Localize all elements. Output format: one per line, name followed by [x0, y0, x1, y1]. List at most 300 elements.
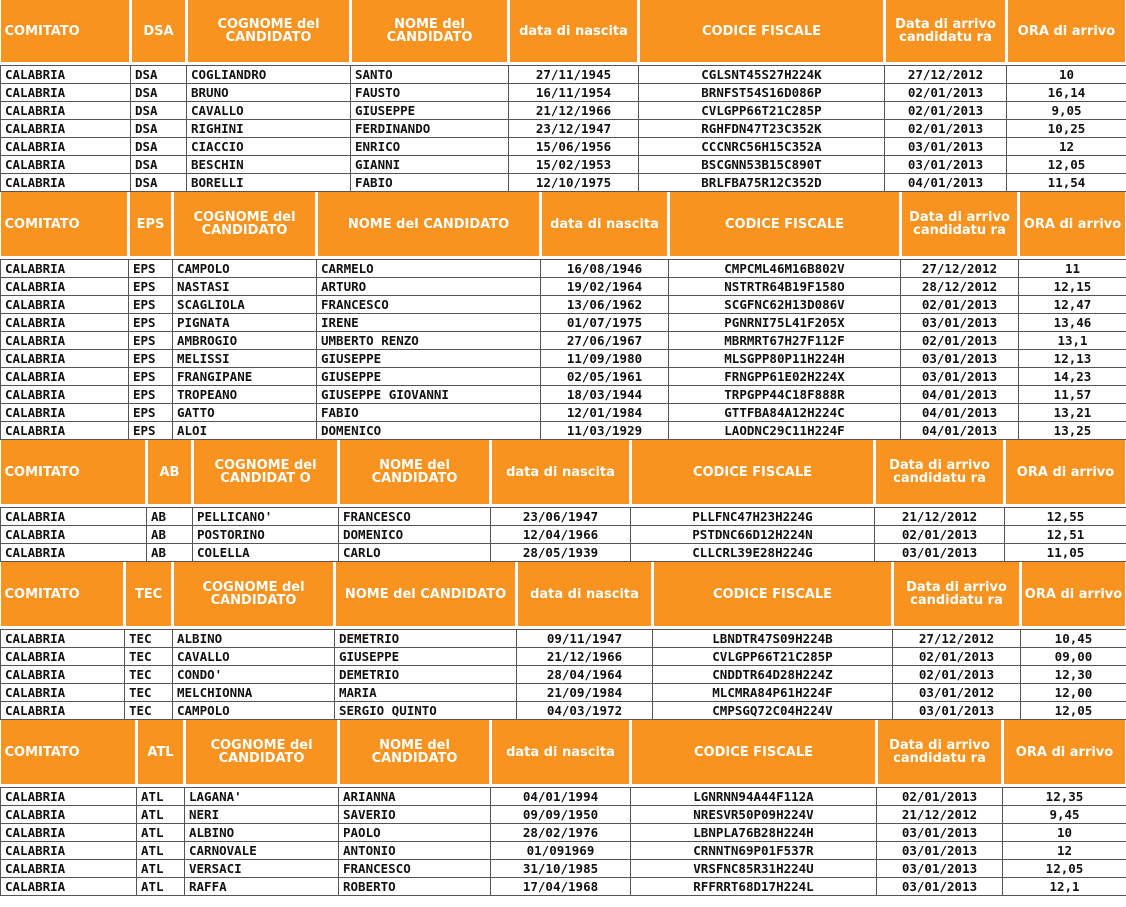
- cell-data-nascita: 31/10/1985: [491, 860, 631, 878]
- cell-comitato: CALABRIA: [1, 156, 131, 174]
- cell-nome: UMBERTO RENZO: [317, 332, 541, 350]
- table-row: [1, 666, 1126, 684]
- cell-data-nascita: 28/05/1939: [491, 544, 631, 562]
- cell-ora-arrivo: 12,05: [1021, 702, 1126, 720]
- cell-data-arrivo: 02/01/2013: [893, 666, 1021, 684]
- cell-cognome: POSTORINO: [193, 526, 339, 544]
- cell-codice-fiscale: PLLFNC47H23H224G: [631, 508, 875, 526]
- cell-codice-fiscale: PGNRNI75L41F205X: [669, 314, 901, 332]
- cell-codice-fiscale: CMPSGQ72C04H224V: [653, 702, 893, 720]
- cell-nome: DOMENICO: [339, 526, 491, 544]
- cell-nome: SAVERIO: [339, 806, 491, 824]
- cell-ora-arrivo: 12,1: [1003, 878, 1126, 896]
- cell-comitato: CALABRIA: [1, 386, 129, 404]
- cell-sezione: ATL: [137, 806, 185, 824]
- cell-nome: GIUSEPPE: [317, 350, 541, 368]
- cell-comitato: CALABRIA: [1, 684, 125, 702]
- cell-data-arrivo: 03/01/2013: [877, 824, 1003, 842]
- cell-data-arrivo: 02/01/2013: [885, 84, 1007, 102]
- header-cognome: COGNOME del CANDIDATO: [173, 192, 317, 256]
- cell-data-nascita: 15/02/1953: [509, 156, 639, 174]
- cell-data-nascita: 04/03/1972: [517, 702, 653, 720]
- cell-cognome: GATTO: [173, 404, 317, 422]
- cell-cognome: RAFFA: [185, 878, 339, 896]
- table-row: [1, 788, 1126, 806]
- cell-nome: GIUSEPPE: [351, 102, 509, 120]
- cell-codice-fiscale: BRLFBA75R12C352D: [639, 174, 885, 192]
- table-row: [1, 260, 1126, 278]
- header-comitato: COMITATO: [1, 192, 129, 256]
- cell-nome: ARTURO: [317, 278, 541, 296]
- cell-sezione: EPS: [129, 332, 173, 350]
- cell-data-arrivo: 03/01/2013: [885, 138, 1007, 156]
- cell-ora-arrivo: 12,51: [1005, 526, 1126, 544]
- cell-nome: MARIA: [335, 684, 517, 702]
- cell-codice-fiscale: LBNDTR47S09H224B: [653, 630, 893, 648]
- header-cognome: COGNOME del CANDIDATO: [173, 562, 335, 626]
- cell-sezione: ATL: [137, 824, 185, 842]
- cell-data-nascita: 09/09/1950: [491, 806, 631, 824]
- cell-cognome: COLELLA: [193, 544, 339, 562]
- cell-sezione: EPS: [129, 386, 173, 404]
- header-ora-arrivo: ORA di arrivo: [1005, 440, 1126, 504]
- header-data-arrivo: Data di arrivo candidatu ra: [885, 0, 1007, 62]
- table-row: [1, 422, 1126, 440]
- cell-cognome: CAVALLO: [173, 648, 335, 666]
- cell-cognome: ALBINO: [173, 630, 335, 648]
- cell-sezione: TEC: [125, 702, 173, 720]
- cell-data-arrivo: 03/01/2013: [901, 368, 1019, 386]
- cell-comitato: CALABRIA: [1, 508, 147, 526]
- cell-data-nascita: 19/02/1964: [541, 278, 669, 296]
- table-row: [1, 878, 1126, 896]
- cell-sezione: ATL: [137, 878, 185, 896]
- cell-ora-arrivo: 10,45: [1021, 630, 1126, 648]
- cell-codice-fiscale: CRNNTN69P01F537R: [631, 842, 877, 860]
- header-comitato: COMITATO: [1, 562, 125, 626]
- cell-codice-fiscale: BRNFST54S16D086P: [639, 84, 885, 102]
- table-row: [1, 174, 1126, 192]
- table-row: [1, 702, 1126, 720]
- cell-data-nascita: 28/02/1976: [491, 824, 631, 842]
- cell-ora-arrivo: 13,1: [1019, 332, 1126, 350]
- cell-ora-arrivo: 11,54: [1007, 174, 1126, 192]
- table-row: [1, 350, 1126, 368]
- cell-codice-fiscale: CMPCML46M16B802V: [669, 260, 901, 278]
- cell-sezione: EPS: [129, 404, 173, 422]
- section-table-tec: [0, 562, 1126, 720]
- cell-data-nascita: 27/11/1945: [509, 66, 639, 84]
- cell-sezione: EPS: [129, 260, 173, 278]
- cell-ora-arrivo: 11,57: [1019, 386, 1126, 404]
- cell-cognome: CAMPOLO: [173, 702, 335, 720]
- cell-comitato: CALABRIA: [1, 788, 137, 806]
- header-data-nascita: data di nascita: [491, 440, 631, 504]
- cell-cognome: COGLIANDRO: [187, 66, 351, 84]
- cell-ora-arrivo: 13,25: [1019, 422, 1126, 440]
- cell-codice-fiscale: SCGFNC62H13D086V: [669, 296, 901, 314]
- cell-ora-arrivo: 9,05: [1007, 102, 1126, 120]
- table-row: [1, 684, 1126, 702]
- cell-sezione: ATL: [137, 842, 185, 860]
- cell-comitato: CALABRIA: [1, 296, 129, 314]
- cell-data-arrivo: 03/01/2013: [901, 314, 1019, 332]
- cell-data-nascita: 04/01/1994: [491, 788, 631, 806]
- header-data-nascita: data di nascita: [541, 192, 669, 256]
- cell-cognome: NERI: [185, 806, 339, 824]
- cell-nome: PAOLO: [339, 824, 491, 842]
- header-comitato: COMITATO: [1, 440, 147, 504]
- cell-ora-arrivo: 16,14: [1007, 84, 1126, 102]
- cell-ora-arrivo: 14,23: [1019, 368, 1126, 386]
- header-cognome: COGNOME del CANDIDATO: [187, 0, 351, 62]
- cell-sezione: DSA: [131, 66, 187, 84]
- cell-comitato: CALABRIA: [1, 260, 129, 278]
- cell-data-arrivo: 03/01/2013: [893, 702, 1021, 720]
- cell-data-nascita: 13/06/1962: [541, 296, 669, 314]
- cell-ora-arrivo: 12,35: [1003, 788, 1126, 806]
- cell-sezione: DSA: [131, 120, 187, 138]
- cell-nome: GIANNI: [351, 156, 509, 174]
- header-codice-fiscale: CODICE FISCALE: [631, 720, 877, 784]
- header-nome: NOME del CANDIDATO: [351, 0, 509, 62]
- table-row: [1, 544, 1126, 562]
- header-codice-fiscale: CODICE FISCALE: [653, 562, 893, 626]
- cell-cognome: MELCHIONNA: [173, 684, 335, 702]
- header-section-code: ATL: [137, 720, 185, 784]
- header-codice-fiscale: CODICE FISCALE: [639, 0, 885, 62]
- cell-ora-arrivo: 12,05: [1003, 860, 1126, 878]
- cell-sezione: DSA: [131, 156, 187, 174]
- cell-cognome: BORELLI: [187, 174, 351, 192]
- cell-cognome: ALBINO: [185, 824, 339, 842]
- cell-comitato: CALABRIA: [1, 314, 129, 332]
- cell-sezione: ATL: [137, 788, 185, 806]
- cell-data-nascita: 16/11/1954: [509, 84, 639, 102]
- cell-cognome: MELISSI: [173, 350, 317, 368]
- header-comitato: COMITATO: [1, 720, 137, 784]
- cell-nome: FRANCESCO: [339, 508, 491, 526]
- cell-comitato: CALABRIA: [1, 332, 129, 350]
- cell-data-arrivo: 03/01/2012: [893, 684, 1021, 702]
- cell-data-arrivo: 02/01/2013: [875, 526, 1005, 544]
- cell-cognome: FRANGIPANE: [173, 368, 317, 386]
- cell-cognome: PELLICANO': [193, 508, 339, 526]
- table-row: [1, 824, 1126, 842]
- cell-comitato: CALABRIA: [1, 806, 137, 824]
- cell-nome: ROBERTO: [339, 878, 491, 896]
- cell-cognome: CONDO': [173, 666, 335, 684]
- cell-data-nascita: 02/05/1961: [541, 368, 669, 386]
- cell-sezione: AB: [147, 526, 193, 544]
- cell-data-arrivo: 02/01/2013: [893, 648, 1021, 666]
- cell-data-nascita: 18/03/1944: [541, 386, 669, 404]
- table-row: [1, 842, 1126, 860]
- section-table-ab: [0, 440, 1126, 562]
- cell-cognome: BRUNO: [187, 84, 351, 102]
- cell-comitato: CALABRIA: [1, 84, 131, 102]
- cell-nome: CARLO: [339, 544, 491, 562]
- table-row: [1, 314, 1126, 332]
- cell-comitato: CALABRIA: [1, 526, 147, 544]
- cell-codice-fiscale: RGHFDN47T23C352K: [639, 120, 885, 138]
- cell-sezione: DSA: [131, 174, 187, 192]
- cell-ora-arrivo: 12: [1003, 842, 1126, 860]
- cell-comitato: CALABRIA: [1, 120, 131, 138]
- cell-nome: SERGIO QUINTO: [335, 702, 517, 720]
- cell-ora-arrivo: 12: [1007, 138, 1126, 156]
- cell-comitato: CALABRIA: [1, 842, 137, 860]
- table-row: [1, 404, 1126, 422]
- header-codice-fiscale: CODICE FISCALE: [631, 440, 875, 504]
- cell-ora-arrivo: 13,46: [1019, 314, 1126, 332]
- cell-comitato: CALABRIA: [1, 648, 125, 666]
- header-section-code: DSA: [131, 0, 187, 62]
- cell-nome: CARMELO: [317, 260, 541, 278]
- cell-ora-arrivo: 9,45: [1003, 806, 1126, 824]
- cell-ora-arrivo: 12,47: [1019, 296, 1126, 314]
- cell-data-arrivo: 02/01/2013: [885, 120, 1007, 138]
- cell-data-nascita: 11/03/1929: [541, 422, 669, 440]
- cell-comitato: CALABRIA: [1, 702, 125, 720]
- cell-codice-fiscale: MBRMRT67H27F112F: [669, 332, 901, 350]
- cell-codice-fiscale: CLLCRL39E28H224G: [631, 544, 875, 562]
- header-section-code: TEC: [125, 562, 173, 626]
- table-row: [1, 120, 1126, 138]
- cell-comitato: CALABRIA: [1, 878, 137, 896]
- cell-ora-arrivo: 11: [1019, 260, 1126, 278]
- cell-nome: ENRICO: [351, 138, 509, 156]
- cell-comitato: CALABRIA: [1, 350, 129, 368]
- cell-sezione: EPS: [129, 350, 173, 368]
- cell-ora-arrivo: 13,21: [1019, 404, 1126, 422]
- cell-data-arrivo: 02/01/2013: [901, 332, 1019, 350]
- cell-sezione: ATL: [137, 860, 185, 878]
- cell-sezione: EPS: [129, 278, 173, 296]
- cell-sezione: AB: [147, 544, 193, 562]
- header-nome: NOME del CANDIDATO: [339, 440, 491, 504]
- cell-nome: FAUSTO: [351, 84, 509, 102]
- cell-comitato: CALABRIA: [1, 404, 129, 422]
- header-row: [1, 192, 1126, 256]
- cell-codice-fiscale: LAODNC29C11H224F: [669, 422, 901, 440]
- cell-comitato: CALABRIA: [1, 630, 125, 648]
- cell-data-arrivo: 04/01/2013: [901, 404, 1019, 422]
- cell-comitato: CALABRIA: [1, 278, 129, 296]
- cell-data-arrivo: 27/12/2012: [885, 66, 1007, 84]
- cell-data-arrivo: 02/01/2013: [877, 788, 1003, 806]
- header-data-arrivo: Data di arrivo candidatu ra: [875, 440, 1005, 504]
- cell-comitato: CALABRIA: [1, 666, 125, 684]
- cell-sezione: TEC: [125, 630, 173, 648]
- cell-ora-arrivo: 10: [1007, 66, 1126, 84]
- cell-comitato: CALABRIA: [1, 368, 129, 386]
- cell-data-nascita: 12/10/1975: [509, 174, 639, 192]
- header-cognome: COGNOME del CANDIDATO: [185, 720, 339, 784]
- cell-data-nascita: 12/01/1984: [541, 404, 669, 422]
- cell-cognome: PIGNATA: [173, 314, 317, 332]
- header-row: [1, 440, 1126, 504]
- cell-comitato: CALABRIA: [1, 66, 131, 84]
- header-data-arrivo: Data di arrivo candidatu ra: [877, 720, 1003, 784]
- cell-nome: FABIO: [351, 174, 509, 192]
- cell-codice-fiscale: CCCNRC56H15C352A: [639, 138, 885, 156]
- table-row: [1, 138, 1126, 156]
- cell-nome: DEMETRIO: [335, 630, 517, 648]
- cell-data-nascita: 23/12/1947: [509, 120, 639, 138]
- cell-ora-arrivo: 12,15: [1019, 278, 1126, 296]
- cell-codice-fiscale: RFFRRT68D17H224L: [631, 878, 877, 896]
- cell-codice-fiscale: TRPGPP44C18F888R: [669, 386, 901, 404]
- cell-data-nascita: 09/11/1947: [517, 630, 653, 648]
- header-data-nascita: data di nascita: [491, 720, 631, 784]
- cell-codice-fiscale: BSCGNN53B15C890T: [639, 156, 885, 174]
- header-section-code: AB: [147, 440, 193, 504]
- table-row: [1, 368, 1126, 386]
- header-row: [1, 0, 1126, 62]
- cell-cognome: ALOI: [173, 422, 317, 440]
- cell-nome: ANTONIO: [339, 842, 491, 860]
- cell-data-nascita: 23/06/1947: [491, 508, 631, 526]
- header-cognome: COGNOME del CANDIDAT O: [193, 440, 339, 504]
- cell-codice-fiscale: PSTDNC66D12H224N: [631, 526, 875, 544]
- cell-sezione: DSA: [131, 84, 187, 102]
- cell-data-arrivo: 03/01/2013: [901, 350, 1019, 368]
- cell-cognome: VERSACI: [185, 860, 339, 878]
- cell-data-nascita: 01/07/1975: [541, 314, 669, 332]
- table-row: [1, 648, 1126, 666]
- cell-data-arrivo: 21/12/2012: [877, 806, 1003, 824]
- cell-sezione: TEC: [125, 648, 173, 666]
- cell-data-arrivo: 21/12/2012: [875, 508, 1005, 526]
- table-row: [1, 630, 1126, 648]
- cell-nome: GIUSEPPE: [335, 648, 517, 666]
- header-codice-fiscale: CODICE FISCALE: [669, 192, 901, 256]
- cell-sezione: DSA: [131, 102, 187, 120]
- cell-data-arrivo: 03/01/2013: [877, 860, 1003, 878]
- table-row: [1, 84, 1126, 102]
- cell-data-arrivo: 02/01/2013: [901, 296, 1019, 314]
- cell-comitato: CALABRIA: [1, 138, 131, 156]
- cell-nome: DEMETRIO: [335, 666, 517, 684]
- cell-codice-fiscale: LBNPLA76B28H224H: [631, 824, 877, 842]
- cell-sezione: TEC: [125, 684, 173, 702]
- cell-cognome: RIGHINI: [187, 120, 351, 138]
- cell-comitato: CALABRIA: [1, 102, 131, 120]
- cell-data-arrivo: 04/01/2013: [885, 174, 1007, 192]
- cell-cognome: SCAGLIOLA: [173, 296, 317, 314]
- cell-nome: SANTO: [351, 66, 509, 84]
- cell-cognome: AMBROGIO: [173, 332, 317, 350]
- cell-data-arrivo: 02/01/2013: [885, 102, 1007, 120]
- cell-codice-fiscale: NSTRTR64B19F158O: [669, 278, 901, 296]
- cell-data-arrivo: 03/01/2013: [885, 156, 1007, 174]
- cell-data-nascita: 21/12/1966: [509, 102, 639, 120]
- cell-comitato: CALABRIA: [1, 174, 131, 192]
- table-row: [1, 860, 1126, 878]
- cell-cognome: CAVALLO: [187, 102, 351, 120]
- cell-ora-arrivo: 10: [1003, 824, 1126, 842]
- cell-data-nascita: 15/06/1956: [509, 138, 639, 156]
- table-row: [1, 508, 1126, 526]
- section-table-eps: [0, 192, 1126, 440]
- cell-data-arrivo: 27/12/2012: [901, 260, 1019, 278]
- header-ora-arrivo: ORA di arrivo: [1007, 0, 1126, 62]
- header-data-arrivo: Data di arrivo candidatu ra: [893, 562, 1021, 626]
- cell-codice-fiscale: MLCMRA84P61H224F: [653, 684, 893, 702]
- cell-sezione: EPS: [129, 296, 173, 314]
- cell-codice-fiscale: CVLGPP66T21C285P: [653, 648, 893, 666]
- cell-comitato: CALABRIA: [1, 544, 147, 562]
- cell-data-arrivo: 04/01/2013: [901, 386, 1019, 404]
- header-row: [1, 562, 1126, 626]
- header-comitato: COMITATO: [1, 0, 131, 62]
- cell-data-arrivo: 28/12/2012: [901, 278, 1019, 296]
- cell-cognome: CIACCIO: [187, 138, 351, 156]
- header-data-arrivo: Data di arrivo candidatu ra: [901, 192, 1019, 256]
- cell-sezione: AB: [147, 508, 193, 526]
- cell-codice-fiscale: LGNRNN94A44F112A: [631, 788, 877, 806]
- header-ora-arrivo: ORA di arrivo: [1019, 192, 1126, 256]
- cell-sezione: EPS: [129, 422, 173, 440]
- table-row: [1, 806, 1126, 824]
- cell-nome: ARIANNA: [339, 788, 491, 806]
- cell-cognome: BESCHIN: [187, 156, 351, 174]
- table-row: [1, 156, 1126, 174]
- cell-comitato: CALABRIA: [1, 860, 137, 878]
- cell-codice-fiscale: CVLGPP66T21C285P: [639, 102, 885, 120]
- cell-data-arrivo: 03/01/2013: [875, 544, 1005, 562]
- table-row: [1, 66, 1126, 84]
- cell-ora-arrivo: 12,00: [1021, 684, 1126, 702]
- cell-data-nascita: 11/09/1980: [541, 350, 669, 368]
- table-row: [1, 296, 1126, 314]
- cell-nome: FRANCESCO: [339, 860, 491, 878]
- cell-data-arrivo: 27/12/2012: [893, 630, 1021, 648]
- cell-ora-arrivo: 12,05: [1007, 156, 1126, 174]
- cell-cognome: CARNOVALE: [185, 842, 339, 860]
- cell-data-arrivo: 03/01/2013: [877, 842, 1003, 860]
- header-ora-arrivo: ORA di arrivo: [1003, 720, 1126, 784]
- table-row: [1, 102, 1126, 120]
- table-row: [1, 278, 1126, 296]
- cell-codice-fiscale: CGLSNT45S27H224K: [639, 66, 885, 84]
- cell-codice-fiscale: VRSFNC85R31H224U: [631, 860, 877, 878]
- cell-data-nascita: 27/06/1967: [541, 332, 669, 350]
- cell-ora-arrivo: 12,30: [1021, 666, 1126, 684]
- section-table-dsa: [0, 0, 1126, 192]
- cell-data-arrivo: 04/01/2013: [901, 422, 1019, 440]
- cell-data-arrivo: 03/01/2013: [877, 878, 1003, 896]
- cell-nome: DOMENICO: [317, 422, 541, 440]
- table-row: [1, 332, 1126, 350]
- cell-codice-fiscale: CNDDTR64D28H224Z: [653, 666, 893, 684]
- cell-cognome: NASTASI: [173, 278, 317, 296]
- cell-sezione: TEC: [125, 666, 173, 684]
- section-table-atl: [0, 720, 1126, 896]
- cell-codice-fiscale: NRESVR50P09H224V: [631, 806, 877, 824]
- cell-ora-arrivo: 12,13: [1019, 350, 1126, 368]
- cell-comitato: CALABRIA: [1, 422, 129, 440]
- cell-data-nascita: 16/08/1946: [541, 260, 669, 278]
- cell-data-nascita: 28/04/1964: [517, 666, 653, 684]
- header-ora-arrivo: ORA di arrivo: [1021, 562, 1126, 626]
- cell-data-nascita: 12/04/1966: [491, 526, 631, 544]
- cell-ora-arrivo: 11,05: [1005, 544, 1126, 562]
- cell-cognome: LAGANA': [185, 788, 339, 806]
- header-nome: NOME del CANDIDATO: [317, 192, 541, 256]
- cell-data-nascita: 01/091969: [491, 842, 631, 860]
